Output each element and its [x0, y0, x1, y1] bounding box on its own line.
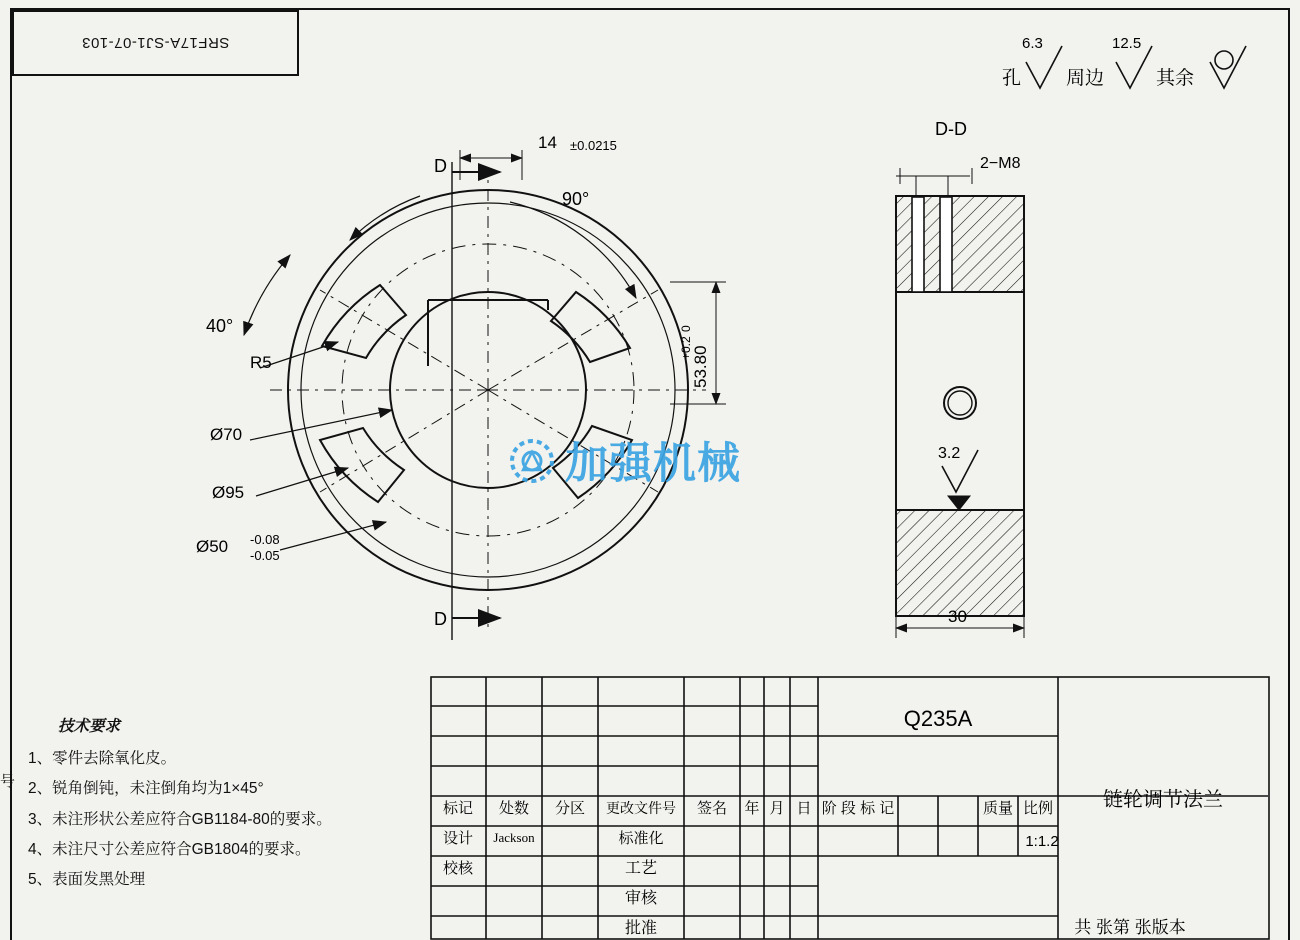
rev-header-6: 月: [769, 800, 785, 817]
material: Q235A: [903, 706, 973, 731]
tech-item: 2、锐角倒钝，未注倒角均为1×45°: [28, 780, 264, 798]
section-view: [820, 110, 1150, 670]
title-block: [430, 676, 1270, 940]
other-roughness-circle: [1215, 51, 1233, 69]
stage-process: 工艺: [624, 860, 658, 877]
dim-53-80: 53.80: [691, 345, 710, 388]
sheet-info: 共 张第 张版本: [1074, 918, 1186, 937]
dim-d50-tol-up: -0.08: [250, 532, 280, 547]
perimeter-roughness-value: 12.5: [1112, 35, 1142, 52]
rev-header-3: 更改文件号: [606, 800, 676, 816]
tech-item: 4、未注尺寸公差应符合GB1804的要求。: [28, 840, 311, 858]
stage-standardize: 标准化: [618, 830, 664, 847]
part-name: 链轮调节法兰: [1103, 789, 1223, 811]
dim-90deg: 90°: [562, 189, 590, 209]
rev-header-7: 日: [796, 800, 812, 817]
rev-header-2: 分区: [554, 800, 586, 817]
other-label: 其余: [1156, 68, 1195, 89]
dim-d70: Ø70: [210, 425, 243, 444]
tech-item: 1、零件去除氧化皮。: [28, 750, 177, 768]
dim-r5: R5: [250, 353, 272, 372]
technical-requirements: [28, 712, 428, 895]
weight-header: 质量: [982, 800, 1014, 817]
perimeter-roughness-icon: [1116, 46, 1152, 88]
dim-14-tol: ±0.0215: [570, 138, 617, 153]
stage-review: 审核: [624, 890, 658, 907]
dim-14: 14: [538, 133, 557, 152]
dim-d50-tol-low: -0.05: [250, 548, 280, 563]
rev-header-4: 签名: [696, 800, 728, 817]
hole-roughness-icon: [1026, 46, 1062, 88]
stage-mark-header: 阶 段 标 记: [821, 800, 895, 817]
roughness-3-2: 3.2: [938, 445, 961, 462]
hole-label: 孔: [1002, 68, 1022, 89]
scale-header: 比例: [1022, 800, 1054, 817]
scale-value: 1:1.2: [1025, 833, 1059, 850]
role-design: 设计: [442, 830, 474, 847]
tech-title: 技术要求: [58, 718, 121, 735]
tech-item: 3、未注形状公差应符合GB1184-80的要求。: [28, 810, 332, 828]
surface-finish-group: [1000, 22, 1280, 92]
watermark-text: 加强机械: [565, 439, 741, 489]
dim-30: 30: [948, 607, 967, 626]
dim-53-80-tol-up: +0.2: [679, 336, 693, 360]
section-title: D-D: [935, 119, 967, 139]
center-hole: [944, 387, 976, 419]
dim-53-80-tol-low: 0: [679, 325, 693, 332]
perimeter-label: 周边: [1066, 68, 1105, 89]
drawing-code-box: [12, 10, 299, 76]
role-check: 校核: [442, 860, 474, 877]
rev-header-1: 处数: [498, 800, 530, 817]
stage-approve: 批准: [624, 920, 658, 937]
rev-header-5: 年: [744, 800, 760, 817]
dim-d50: Ø50: [196, 537, 229, 556]
section-letter-top: D: [434, 156, 447, 176]
section-letter-bottom: D: [434, 609, 447, 629]
hole-roughness-value: 6.3: [1022, 35, 1043, 52]
designer-name: Jackson: [493, 830, 535, 845]
rev-header-0: 标记: [442, 800, 474, 817]
dim-2-m8: 2−M8: [980, 155, 1021, 172]
dim-40deg: 40°: [206, 316, 234, 336]
tech-item: 5、表面发黑处理: [28, 871, 146, 889]
surface-arrow: [948, 496, 970, 510]
drawing-code: SRF17A-SJ1-07-103: [81, 34, 230, 52]
left-edge-label: 号: [0, 773, 16, 790]
dim-d95: Ø95: [212, 483, 245, 502]
